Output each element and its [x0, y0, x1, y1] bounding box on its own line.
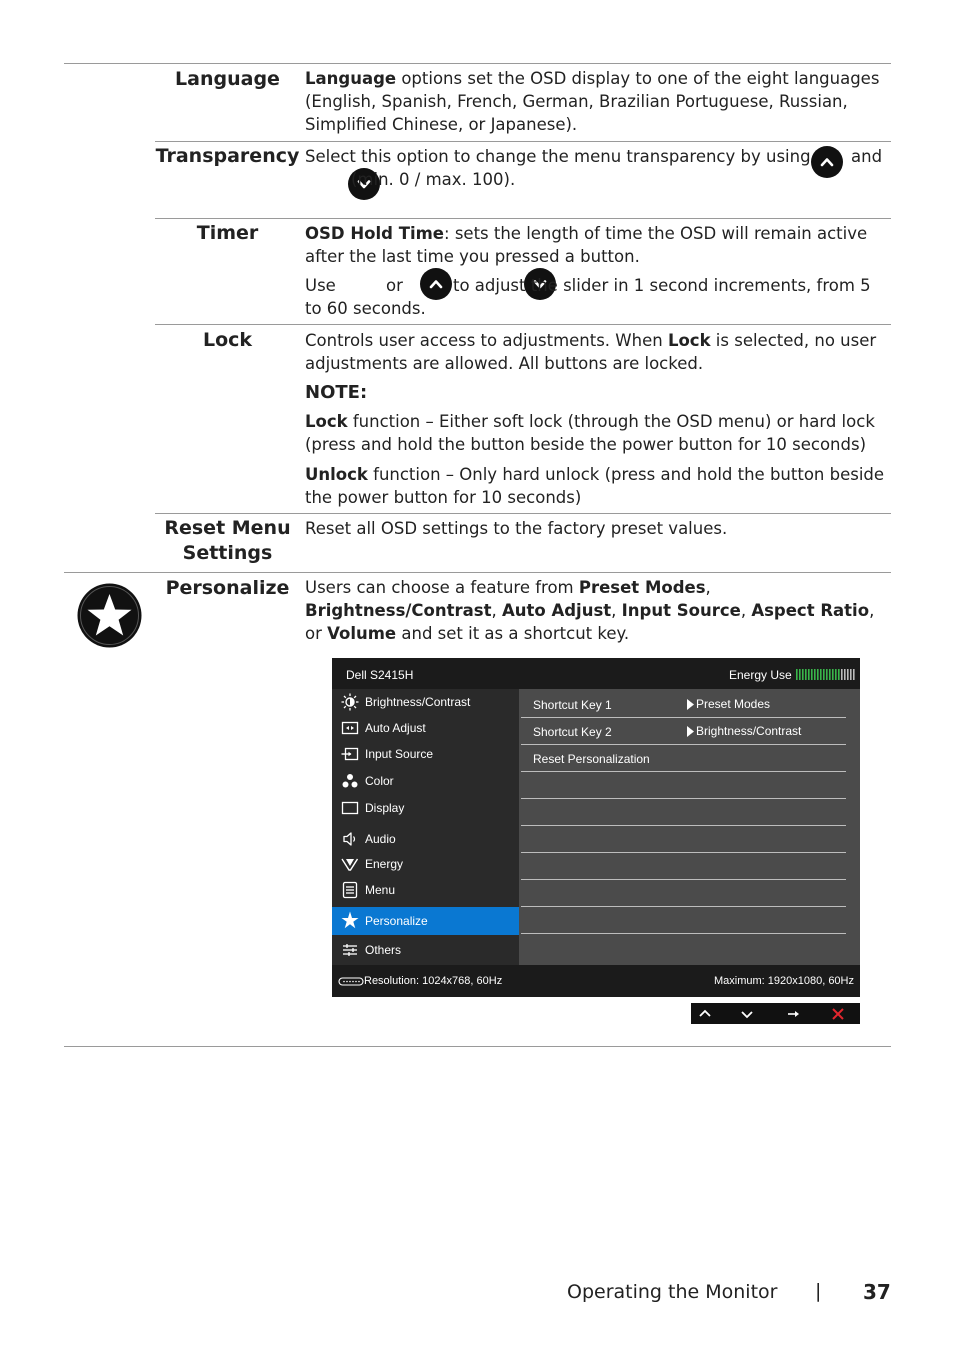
osd-submenu — [519, 689, 860, 965]
osd-menu-personalize[interactable] — [332, 907, 519, 935]
energy-meter-bar — [826, 669, 828, 680]
energy-meter-bar — [805, 669, 807, 680]
shortcut-key-2-label: Shortcut Key 2 — [533, 725, 612, 739]
energy-meter-bar — [814, 669, 816, 680]
osd-resolution: Resolution: 1024x768, 60Hz — [364, 975, 503, 987]
timer-description — [305, 222, 889, 268]
osd-menu-label: Auto Adjust — [365, 721, 426, 735]
timer-use: Use — [305, 276, 336, 295]
speaker-icon — [341, 830, 359, 848]
p-t4: , — [611, 601, 622, 620]
empty-row — [521, 826, 846, 853]
personalize-description — [305, 576, 889, 645]
p-b6: Volume — [327, 624, 397, 643]
energy-meter-bar — [823, 669, 825, 680]
shortcut-key-1-label: Shortcut Key 1 — [533, 698, 612, 712]
osd-menu — [332, 689, 519, 965]
unlock-function-text: function – Only hard unlock (press and hold the button beside the power button for 10 seconds) — [305, 465, 885, 507]
lock-text-b: Lock — [667, 331, 711, 350]
unlock-function-bold: Unlock — [305, 465, 368, 484]
rule-lock — [155, 324, 891, 325]
language-label: Language — [175, 68, 280, 90]
osd-menu-auto-adjust[interactable] — [332, 715, 519, 741]
transparency-text: Select this option to change the menu transparency by using — [305, 147, 811, 166]
transparency-label: Transparency — [155, 145, 300, 167]
energy-meter-bar — [820, 669, 822, 680]
osd-menu-label: Energy — [365, 857, 404, 871]
osd-status-bar — [332, 965, 860, 997]
p-t6: , or — [305, 601, 875, 643]
up-button-icon — [811, 146, 843, 178]
empty-row — [521, 907, 846, 934]
osd-maximum: Maximum: 1920x1080, 60Hz — [713, 975, 854, 987]
energy-meter-bar — [841, 669, 843, 680]
energy-meter-bar — [832, 669, 834, 680]
rule-reset — [155, 513, 891, 514]
osd-menu-color[interactable] — [332, 768, 519, 794]
personalize-label: Personalize — [165, 577, 290, 599]
shortcut-key-1-row[interactable] — [521, 691, 846, 718]
energy-meter-bar — [844, 669, 846, 680]
up-arrow-icon[interactable] — [697, 1006, 713, 1022]
empty-row — [521, 772, 846, 799]
footer-separator: | — [815, 1280, 822, 1302]
energy-meter-bar — [850, 669, 852, 680]
p-b4: Input Source — [621, 601, 741, 620]
timer-label: Timer — [196, 222, 259, 244]
language-text: options set the OSD display to one of the eight languages (English, Spanish, French, German, Brazilian Portuguese, Russian, Simplified Chinese, or Japanese). — [305, 69, 880, 134]
energy-meter-bar — [817, 669, 819, 680]
lock-function-text: function – Either soft lock (through the OSD menu) or hard lock (press and hold the button beside the power button for 10 seconds) — [305, 412, 875, 454]
menu-list-icon — [341, 881, 359, 899]
p-t5: , — [740, 601, 752, 620]
input-source-icon — [341, 745, 359, 763]
empty-row — [521, 853, 846, 880]
lock-function-bold: Lock — [305, 412, 348, 431]
energy-meter-bar — [802, 669, 804, 680]
osd-menu-label: Audio — [365, 832, 396, 846]
shortcut-key-2-row[interactable] — [521, 718, 846, 745]
triangle-right-icon — [687, 699, 694, 710]
osd-menu-label: Personalize — [365, 914, 428, 928]
reset-label — [155, 516, 300, 566]
reset-description: Reset all OSD settings to the factory preset values. — [305, 519, 728, 538]
osd-menu-menu[interactable] — [332, 877, 519, 903]
transparency-and: and — [851, 147, 883, 166]
reset-personalization-row[interactable] — [521, 745, 846, 772]
osd-energy-label: Energy Use — [729, 668, 792, 682]
rule-timer — [155, 218, 891, 219]
right-arrow-icon[interactable] — [785, 1006, 801, 1022]
down-arrow-icon[interactable] — [739, 1006, 755, 1022]
page-number: 37 — [863, 1280, 891, 1304]
shortcut-key-2-value: Brightness/Contrast — [696, 724, 802, 738]
energy-meter-bar — [835, 669, 837, 680]
osd-menu-label: Input Source — [365, 747, 434, 761]
personalize-star-icon — [77, 583, 142, 648]
osd-menu-others[interactable] — [332, 937, 519, 963]
shortcut-key-1-value: Preset Modes — [696, 697, 771, 711]
osd-menu-label: Brightness/Contrast — [365, 695, 471, 709]
triangle-right-icon — [687, 726, 694, 737]
reset-label-line1: Reset Menu — [164, 517, 291, 539]
energy-icon — [341, 855, 359, 873]
p-b5: Aspect Ratio — [751, 601, 870, 620]
energy-meter-bar — [829, 669, 831, 680]
lock-description — [305, 329, 889, 509]
transparency-range: (min. 0 / max. 100). — [351, 170, 516, 189]
osd-menu-label: Color — [365, 774, 394, 788]
osd-menu-brightness-contrast[interactable] — [332, 689, 519, 715]
timer-text: : sets the length of time the OSD will remain active after the last time you pressed a button. — [305, 224, 868, 266]
osd-screenshot — [332, 658, 860, 997]
p-b3: Auto Adjust — [501, 601, 612, 620]
energy-meter-bar — [847, 669, 849, 680]
top-rule — [64, 63, 891, 64]
empty-row — [521, 799, 846, 826]
osd-menu-label: Display — [365, 801, 405, 815]
energy-meter-bar — [808, 669, 810, 680]
timer-or: or — [386, 276, 403, 295]
p-t1: Users can choose a feature from — [305, 578, 579, 597]
monitor-connector-icon — [338, 977, 364, 986]
reset-label-line2: Settings — [182, 542, 273, 564]
exit-x-icon[interactable] — [830, 1006, 846, 1022]
sun-icon — [341, 693, 359, 711]
empty-row — [521, 880, 846, 907]
p-b2: Brightness/Contrast — [305, 601, 492, 620]
color-dots-icon — [341, 772, 359, 790]
display-icon — [341, 799, 359, 817]
star-icon — [341, 911, 359, 929]
osd-menu-label: Others — [365, 943, 402, 957]
osd-title-bar — [332, 658, 860, 689]
osd-menu-energy[interactable] — [332, 851, 519, 877]
energy-meter-bar — [838, 669, 840, 680]
energy-meter-bar — [796, 669, 798, 680]
lock-text-a: Controls user access to adjustments. When — [305, 331, 668, 350]
energy-meter-bar — [799, 669, 801, 680]
p-t7: and set it as a shortcut key. — [396, 624, 630, 643]
rule-personalize — [64, 572, 891, 573]
auto-adjust-icon — [341, 719, 359, 737]
timer-bold: OSD Hold Time — [305, 224, 445, 243]
language-description — [305, 67, 889, 136]
timer-slider-bound: to adjust the slider in 1 second increments, from 5 to 60 seconds. — [305, 276, 871, 318]
osd-menu-input-source[interactable] — [332, 741, 519, 767]
lock-label: Lock — [202, 329, 253, 351]
p-b1: Preset Modes — [578, 578, 706, 597]
transparency-description — [305, 145, 889, 168]
timer-slider-text — [305, 274, 889, 320]
osd-nav-bar — [691, 1003, 860, 1024]
energy-meter-bar — [853, 669, 855, 680]
rule-transparency — [155, 141, 891, 142]
osd-menu-display[interactable] — [332, 795, 519, 821]
bottom-rule — [64, 1046, 891, 1047]
language-bold: Language — [305, 69, 397, 88]
p-t3: , — [491, 601, 502, 620]
p-t2: , — [705, 578, 711, 597]
osd-menu-label: Menu — [365, 883, 396, 897]
lock-text-c: is selected, no user adjustments are allowed. All buttons are locked. — [305, 331, 877, 373]
osd-model: Dell S2415H — [346, 668, 414, 682]
note-heading: NOTE: — [305, 382, 368, 403]
energy-meter-bar — [811, 669, 813, 680]
osd-menu-audio[interactable] — [332, 826, 519, 852]
energy-meter-icon — [796, 669, 856, 680]
footer-section-title: Operating the Monitor — [567, 1281, 778, 1303]
sliders-icon — [341, 941, 359, 959]
reset-personalization-label: Reset Personalization — [533, 752, 650, 766]
